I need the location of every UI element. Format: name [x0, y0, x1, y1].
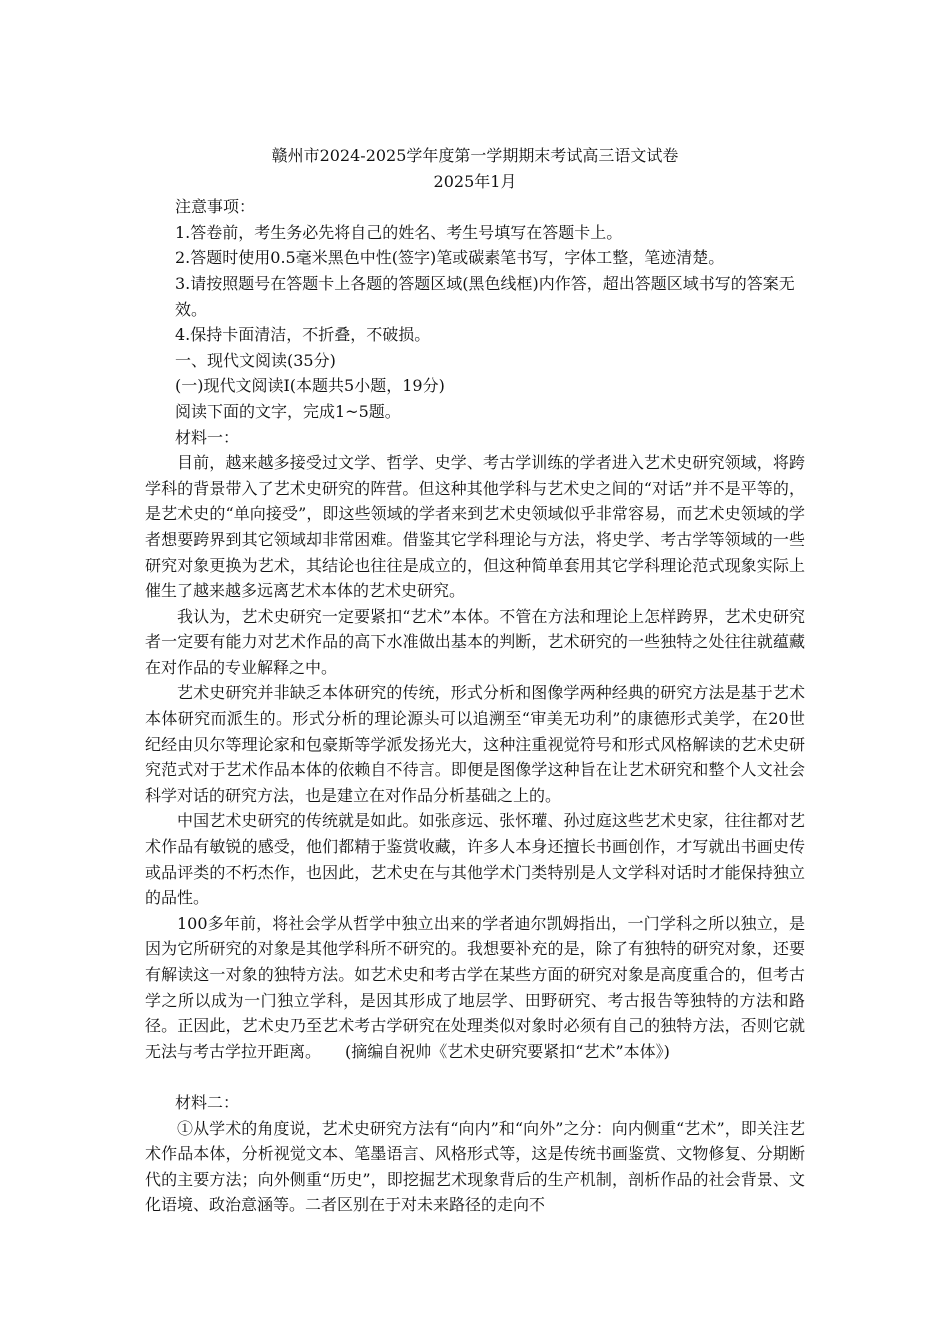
- exam-title: 赣州市2024-2025学年度第一学期期末考试高三语文试卷: [271, 146, 679, 165]
- section-instruction: 阅读下面的文字，完成1~5题。: [175, 401, 401, 421]
- material1-paragraph: 中国艺术史研究的传统就是如此。如张彦远、张怀瓘、孙过庭这些艺术史家，往往都对艺术作品有敏锐的感受，他们都精于鉴赏收藏，许多人本身还擅长书画创作，才写就出书画史传或品评类的不朽杰作，也因此，艺术史在与其他学术门类特别是人文学科对话时才能保持独立的品性。: [145, 811, 805, 908]
- notice-item: 4.保持卡面清洁，不折叠，不破损。: [175, 325, 431, 345]
- notice-heading: 注意事项：: [175, 197, 256, 217]
- material1-label: 材料一：: [175, 427, 240, 447]
- material1-paragraph: 目前，越来越多接受过文学、哲学、史学、考古学训练的学者进入艺术史研究领域，将跨学科的背景带入了艺术史研究的阵营。但这种其他学科与艺术史之间的“对话”并不是平等的，是艺术史的“单向接受”，即这些领域的学者来到艺术史领域似乎非常容易，而艺术史领域的学者想要跨界到其它领域却非常困难。借鉴其它学科理论与方法，将史学、考古学等领域的一些研究对象更换为艺术，其结论也往往是成立的，但这种简单套用其它学科理论范式现象实际上催生了越来越多远离艺术本体的艺术史研究。: [145, 453, 805, 601]
- exam-page: [145, 143, 805, 1218]
- notice-item: 1.答卷前，考生务必先将自己的姓名、考生号填写在答题卡上。: [175, 222, 623, 242]
- blank-line: [145, 1064, 805, 1090]
- material1-paragraph: 我认为，艺术史研究一定要紧扣“艺术”本体。不管在方法和理论上怎样跨界，艺术史研究者一定要有能力对艺术作品的高下水准做出基本的判断，艺术研究的一些独特之处往往就蕴藏在对作品的专业解释之中。: [145, 606, 805, 677]
- exam-date: 2025年1月: [433, 171, 517, 191]
- material1-paragraph-text: 100多年前，将社会学从哲学中独立出来的学者迪尔凯姆指出，一门学科之所以独立，是因为它所研究的对象是其他学科所不研究的。我想要补充的是，除了有独特的研究对象，还要有解读这一对象的独特方法。如艺术史和考古学在某些方面的研究对象是高度重合的，但考古学之所以成为一门独立学科，是因其形成了地层学、田野研究、考古报告等独特的方法和路径。正因此，艺术史乃至艺术考古学研究在处理类似对象时必须有自己的独特方法，否则它就无法与考古学拉开距离。: [145, 913, 805, 1061]
- material2-label: 材料二：: [175, 1092, 240, 1112]
- notice-item: 3.请按照题号在答题卡上各题的答题区域(黑色线框)内作答，超出答题区域书写的答案无效。: [175, 273, 795, 319]
- material1-paragraph-last: [145, 911, 805, 1065]
- material1-paragraph: 艺术史研究并非缺乏本体研究的传统，形式分析和图像学两种经典的研究方法是基于艺术本体研究而派生的。形式分析的理论源头可以追溯至“审美无功利”的康德形式美学，在20世纪经由贝尔等理论家和包豪斯等学派发扬光大，这种注重视觉符号和形式风格解读的艺术史研究范式对于艺术作品本体的依赖自不待言。即便是图像学这种旨在让艺术研究和整个人文社会科学对话的研究方法，也是建立在对作品分析基础之上的。: [145, 683, 805, 805]
- material1-source: (摘编自祝帅《艺术史研究要紧扣“艺术”本体》): [345, 1041, 670, 1061]
- section-subtitle: (一)现代文阅读Ⅰ(本题共5小题，19分): [175, 376, 445, 396]
- section-title: 一、现代文阅读(35分): [175, 350, 336, 370]
- notice-item: 2.答题时使用0.5毫米黑色中性(签字)笔或碳素笔书写，字体工整，笔迹清楚。: [175, 248, 725, 268]
- material2-paragraph: ①从学术的角度说，艺术史研究方法有“向内”和“向外”之分：向内侧重“艺术”，即关注艺术作品本体，分析视觉文本、笔墨语言、风格形式等，这是传统书画鉴赏、文物修复、分期断代的主要方法；向外侧重“历史”，即挖掘艺术现象背后的生产机制，剖析作品的社会背景、文化语境、政治意涵等。二者区别在于对未来路径的走向不: [145, 1118, 805, 1215]
